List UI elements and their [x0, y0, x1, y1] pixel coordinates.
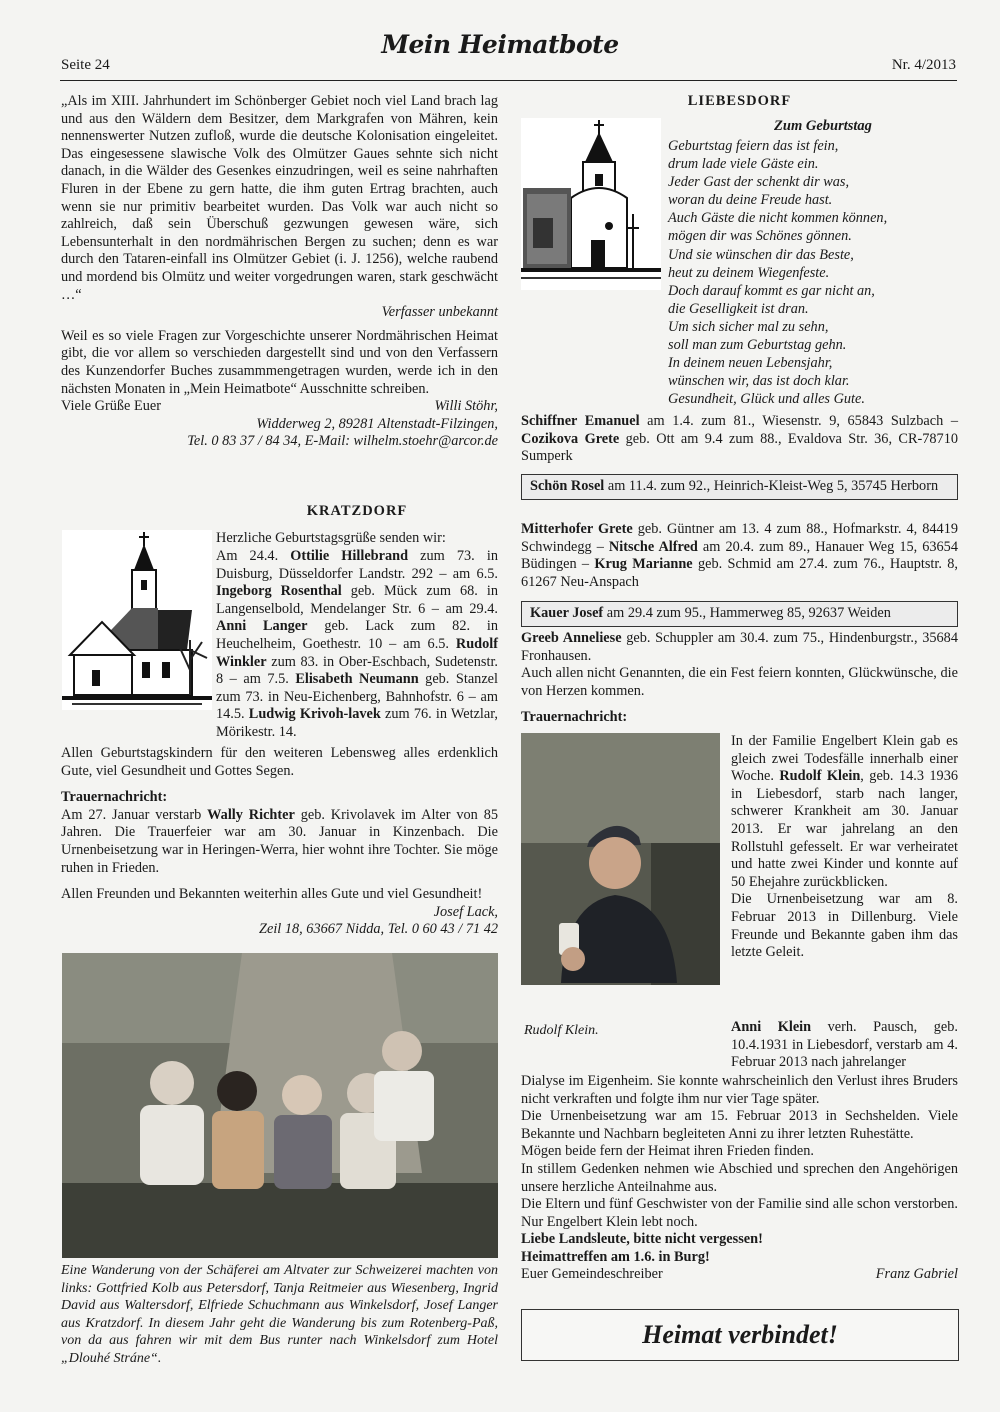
liebesdorf-church-illustration: [521, 118, 661, 290]
poem-line: woran du deine Freude hast.: [668, 192, 833, 209]
kratzdorf-closing-sig: Josef Lack,: [433, 903, 498, 920]
kratzdorf-heading-block: [216, 503, 498, 521]
obituary-family: Die Eltern und fünf Geschwister von der Familie sind alle schon verstorben. Nur Engelbert Klein lebt noch.: [521, 1196, 958, 1230]
rudolf-photo-caption: Rudolf Klein.: [524, 1023, 599, 1038]
bd-name: Mitterhofer Grete: [521, 521, 633, 537]
bd-text: zum 73. in Duisburg, Düsseldorfer Landstr. 292 – am 6.5.: [216, 548, 498, 582]
bd-name: Nitsche Alfred: [608, 538, 698, 555]
poem-line: die Geselligkeit ist dran.: [668, 300, 809, 317]
bd-text: am 11.4. zum 92., Heinrich-Kleist-Weg 5, 35745 Herborn: [604, 478, 939, 494]
page-number: Seite 24: [61, 57, 110, 73]
poem-lines: [668, 137, 958, 408]
liebesdorf-mourning-title: Trauernachricht:: [521, 709, 628, 726]
obituary-text: [731, 1019, 958, 1072]
kratzdorf-mourning-title: Trauernachricht:: [61, 789, 168, 806]
church-icon: [62, 530, 212, 710]
left-column-intro: [61, 93, 498, 451]
bd-name: Ludwig Krivoh-lavek: [248, 706, 381, 723]
kratzdorf-closing-address: Zeil 18, 63667 Nidda, Tel. 0 60 43 / 71 42: [259, 921, 498, 938]
bd-name: Cozikova Grete: [521, 430, 620, 447]
obituary-urn: Die Urnenbeisetzung war am 15. Februar 2013 in Sechshelden. Viele Bekannte und Nachbarn begleiteten Anni zu ihrer letzten Ruhestätte.: [521, 1108, 958, 1142]
bd-name: Elisabeth Neumann: [295, 671, 419, 688]
masthead-logo: Mein Heimatbote: [381, 30, 619, 59]
obituary-cont: Dialyse im Eigenheim. Sie konnte wahrscheinlich den Verlust ihres Bruders nicht verkraften und folgte ihm nur vier Tage später.: [521, 1073, 958, 1107]
birthday-entry: [530, 478, 949, 496]
liebesdorf-heading: LIEBESDORF: [687, 93, 792, 109]
kratzdorf-intro: Herzliche Geburtstagsgrüße senden wir:: [216, 530, 446, 546]
bd-name: Schön Rosel: [530, 478, 605, 494]
anni-klein-obituary-start: [731, 1019, 958, 1072]
bd-text: geb. Schmid am 27.4. zum 76., Hauptstr. 8, 61267 Neu-Anspach: [521, 556, 958, 590]
poem-line: Jeder Gast der schenkt dir was,: [668, 174, 850, 191]
bd-text: Am 24.4.: [216, 548, 291, 564]
obituary-sympathy: In stillem Gedenken nehmen wie Abschied und sprechen den Angehörigen unsere herzliche Anteilnahme aus.: [521, 1160, 958, 1195]
poem-line: drum lade viele Gäste ein.: [668, 156, 819, 173]
greeting: Viele Grüße Euer: [61, 398, 161, 415]
poem-line: Und sie wünschen dir das Beste,: [668, 246, 854, 263]
unnamed-wishes: Auch allen nicht Genannten, die ein Fest feiern konnten, Glückwünsche, die von Herzen kommen.: [521, 665, 958, 699]
obit-text: verh. Pausch, geb. 10.4.1931 in Liebesdorf, verstarb am 4. Februar 2013 nach jahrelanger: [731, 1019, 958, 1071]
reminder-block: [521, 1231, 958, 1284]
obit-text: In der Familie Engelbert Klein gab es gleich zwei Todesfälle innerhalb einer Woche.: [731, 733, 958, 785]
signature-name: Willi Stöhr,: [434, 398, 498, 415]
bd-text: geb. Lack zum 82. in Heuchelheim, Goethestr. 10 – am 6.5.: [216, 618, 498, 652]
liebesdorf-heading-block: [521, 93, 958, 111]
liebesdorf-birthdays-1: [521, 413, 958, 466]
group-photo-caption: Eine Wanderung von der Schäferei am Altvater zur Schweizerei machten von links: Gottfried Kolb aus Petersdorf, Tanja Reitmeier aus Wiesenberg, Ingrid David aus Waltersdorf, Elfriede Schuchmann aus Winkelsdorf, Josef Langer aus Kratzdorf. In diesem Jahr geht die Wanderung bis zum Rotenberg-Paß, von da aus fahren wir mit dem Bus runter nach Winkelsdorf zum Hotel „Dlouhé Stráne“.: [61, 1263, 498, 1366]
bd-text: geb. Ott am 9.4 zum 88., Evaldova Str. 36, CR-78710 Sumperk: [521, 430, 959, 465]
obit-name: Anni Klein: [731, 1019, 812, 1035]
mourning-name: Wally Richter: [207, 806, 295, 823]
heimat-banner: Heimat verbindet!: [521, 1309, 959, 1361]
obituary-urn: Die Urnenbeisetzung war am 8. Februar 2013 in Dillenburg. Viele Freunde und Bekannte gaben ihm das letzte Geleit.: [731, 891, 958, 961]
intro-quote: „Als im XIII. Jahrhundert im Schönberger Gebiet noch viel Land brach lag und aus den Wäldern dem Besitzer, dem Markgrafen von Mähren, kein nennenswerter Nutzen zufloß, wurde die deutsche Kolonisation eingeleitet. Das eingesessene slawische Volk des Olmützer Gaues sehnte sich nicht danach, in die Wälder des Gesenkes einzudringen, weil es seine nahrhaften Fluren in der Ebene zu gern hatte, die ihm guten Ertrag brachten, auch wenn sie nur primitiv bearbeitet wurden. Das Volk war auch nicht so zahlreich, daß sein Überschuß gezwungen gewesen wäre, sich Lebensunterhalt in den nordmährischen Bergen zu suchen; denn es war durch den Tataren-einfall ins Olmützer Gebiet (i. J. 1256), welche raubend und mordend bis Olmütz und weiter vorgedrungen waren, stark geschwächt …“: [61, 93, 498, 303]
kratzdorf-wishes: Allen Geburtstagskindern für den weiteren Lebensweg alles erdenklich Gute, viel Gesundheit und Gottes Segen.: [61, 745, 498, 779]
sign-label: Euer Gemeindeschreiber: [521, 1266, 663, 1283]
church-icon: [521, 118, 661, 290]
bd-name: Schiffner Emanuel: [521, 413, 640, 429]
anni-klein-obituary: [521, 1073, 958, 1231]
bd-text: zum 83. in Ober-Eschbach, Sudetenstr. 8 – am 7.5.: [216, 653, 498, 688]
portrait-photo-icon: [521, 733, 720, 985]
kratzdorf-lower: [61, 745, 498, 939]
poem-line: Gesundheit, Glück und alles Gute.: [668, 391, 865, 408]
kratzdorf-heading: KRATZDORF: [306, 503, 408, 519]
rudolf-klein-obituary: [731, 733, 958, 962]
liebesdorf-birthdays-2: [521, 521, 958, 591]
kratzdorf-closing: Allen Freunden und Bekannten weiterhin alles Gute und viel Gesundheit!: [61, 886, 483, 903]
birthday-poem: [668, 118, 958, 408]
bd-name: Anni Langer: [216, 618, 308, 635]
poem-line: wünschen wir, das ist doch klar.: [668, 373, 850, 390]
kratzdorf-birthdays-wrap: [216, 530, 498, 548]
issue-number: Nr. 4/2013: [891, 57, 956, 73]
birthday-highlight-box: [521, 474, 958, 500]
liebesdorf-birthdays-3: [521, 630, 958, 727]
bd-text: geb. Mück zum 68. in Langenselbold, Mendelanger Str. 6 – am 29.4.: [216, 583, 498, 617]
bd-text: geb. Schuppler am 30.4. zum 75., Hindenburgstr., 35684 Fronhausen.: [521, 630, 958, 664]
poem-line: Auch Gäste die nicht kommen können,: [668, 210, 888, 227]
kratzdorf-church-illustration: [62, 530, 212, 710]
bd-name: Kauer Josef: [530, 605, 604, 621]
birthday-entry: [530, 605, 949, 623]
bd-name: Krug Marianne: [594, 556, 693, 573]
header-rule: [60, 80, 957, 81]
group-photo-icon: [62, 953, 498, 1258]
poem-line: In deinem neuen Lebensjahr,: [668, 355, 833, 372]
signature-contact: Tel. 0 83 37 / 84 34, E-Mail: wilhelm.stoehr@arcor.de: [187, 433, 498, 450]
greeting-line: [61, 398, 498, 416]
birthday-highlight-box: [521, 601, 958, 627]
bd-name: Greeb Anneliese: [521, 630, 622, 646]
bd-name: Rudolf Winkler: [216, 635, 498, 670]
obituary-text: [731, 733, 958, 891]
bd-text: am 1.4. zum 81., Wiesenstr. 9, 65843 Sulzbach –: [639, 413, 959, 429]
poem-line: Um sich sicher mal zu sehn,: [668, 318, 829, 335]
reminder-line-1: Liebe Landsleute, bitte nicht vergessen!: [521, 1231, 763, 1247]
bd-text: geb. Güntner am 13. 4 zum 88., Hofmarkstr. 4, 84419 Schwindegg –: [521, 521, 958, 555]
bd-text: am 20.4. zum 89., Hanauer Weg 15, 63654 Büdingen –: [521, 538, 958, 573]
quote-author: Verfasser unbekannt: [381, 304, 498, 321]
bd-name: Ottilie Hillebrand: [290, 548, 409, 564]
signature-address: Widderweg 2, 89281 Altenstadt-Filzingen,: [256, 415, 498, 432]
group-hiking-photo: [62, 953, 498, 1258]
birthday-entry: [521, 413, 958, 466]
kratzdorf-mourning: [61, 807, 498, 877]
poem-line: heut zu deinem Wiegenfeste.: [668, 264, 830, 281]
obit-name: Rudolf Klein: [779, 768, 861, 785]
intro-text: Weil es so viele Fragen zur Vorgeschichte unserer Nordmährischen Heimat gibt, die vor allem so verschieden dargestellt sind und von den Verfassern des Kunzendorfer Buches zusammmengetragen wurden, werde ich in den nächsten Monaten in „Mein Heimatbote“ Ausschnitte schreiben.: [61, 327, 498, 397]
mourning-text: Am 27. Januar verstarb: [61, 806, 208, 823]
poem-line: Geburtstag feiern das ist fein,: [668, 138, 839, 154]
reminder-line-2: Heimattreffen am 1.6. in Burg!: [521, 1248, 710, 1265]
poem-line: soll man zum Geburtstag gehn.: [668, 337, 847, 354]
bd-name: Ingeborg Rosenthal: [216, 583, 342, 600]
obituary-peace: Mögen beide fern der Heimat ihren Frieden finden.: [521, 1143, 814, 1160]
birthday-entry: [521, 630, 958, 665]
poem-line: mögen dir was Schönes gönnen.: [668, 228, 852, 245]
bd-text: zum 76. in Wetzlar, Mörikestr. 14.: [216, 706, 498, 740]
mourning-text: geb. Krivolavek im Alter von 85 Jahren. Die Trauerfeier war am 30. Januar in Kinzenbach. Die Urnenbeisetzung war in Heringen-Werra, hier wohnt ihre Tochter. Sie möge ruhen in Frieden.: [61, 806, 498, 876]
sign-name: Franz Gabriel: [875, 1266, 958, 1283]
poem-line: Doch darauf kommt es gar nicht an,: [668, 282, 875, 299]
birthday-entry: [521, 521, 958, 591]
obit-text: , geb. 14.3 1936 in Liebesdorf, starb nach langer, schwerer Krankheit am 30. Januar 2013. Er war jahrelang an den Rollstuhl gefesselt. Er war verheiratet und hatte zwei Kinder und konnte auf 50 Ehejahre zurückblicken.: [731, 768, 958, 890]
sign-line: [521, 1266, 958, 1284]
bd-text: geb. Stanzel zum 73. in Neu-Eichenberg, Bahnhofstr. 6 – am 14.5.: [216, 671, 498, 723]
kratzdorf-birthday-list: [216, 548, 498, 742]
bd-text: am 29.4 zum 95., Hammerweg 85, 92637 Weiden: [603, 605, 891, 621]
poem-title: Zum Geburtstag: [774, 118, 872, 134]
kratzdorf-birthdays: [216, 548, 498, 742]
rudolf-klein-photo: [521, 733, 720, 985]
